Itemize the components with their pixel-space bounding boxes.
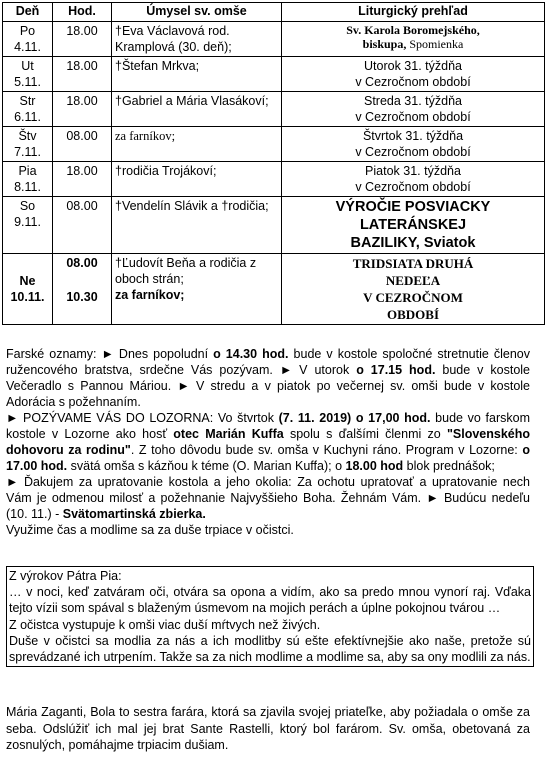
intention-cell: †Vendelín Slávik a †rodičia;	[112, 197, 282, 254]
quote-paragraph: … v noci, keď zatváram oči, otvára sa opona a vidím, ako sa predo mnou vynorí raj. Vďaka tejto vízii som spával s blaženým úsmevom na mojich perách a úplne pokojnou tvárou …	[9, 585, 531, 616]
day-cell: Str 6.11.	[3, 92, 53, 127]
announcement-paragraph: ► Ďakujem za upratovanie kostola a jeho okolia: Za ochotu upratovať a upratovanie nech Vám je odmenou milosť a požehnanie Najvyššieho Boha. Žehnám Vám. ► Budúcu nedeľu (10. 11.) - Svätomartinská zbierka.	[6, 475, 530, 521]
parish-announcements	[6, 346, 530, 538]
day-cell: So 9.11.	[3, 197, 53, 254]
liturgy-cell: Streda 31. týždňa v Cezročnom období	[282, 92, 545, 127]
header-intention: Úmysel sv. omše	[112, 3, 282, 22]
hour-cell: 08.00	[53, 197, 112, 254]
padre-pio-quotes-box	[6, 566, 534, 667]
header-day: Deň	[3, 3, 53, 22]
day-cell: Po 4.11.	[3, 22, 53, 57]
intention-cell: †Eva Václavová rod. Kramplová (30. deň);	[112, 22, 282, 57]
liturgy-cell: VÝROČIE POSVIACKY LATERÁNSKEJ BAZILIKY, Sviatok	[282, 197, 545, 254]
table-row	[3, 162, 545, 197]
liturgy-cell: Piatok 31. týždňa v Cezročnom období	[282, 162, 545, 197]
announcement-paragraph: Využime čas a modlime sa za duše trpiace v očistci.	[6, 523, 294, 537]
liturgy-cell: Utorok 31. týždňa v Cezročnom období	[282, 57, 545, 92]
liturgy-cell: Štvrtok 31. týždňa v Cezročnom období	[282, 127, 545, 162]
intention-cell: za farníkov;	[112, 127, 282, 162]
announcement-paragraph: ► POZÝVAME VÁS DO LOZORNA: Vo štvrtok (7. 11. 2019) o 17,00 hod. bude vo farskom kostole v Lozorne ako hosť otec Marián Kuffa spolu s ďalšími členmi zo "Slovenského dohovoru za rodinu". Z toho dôvodu bude sv. omša v Kuchyni ráno. Program v Lozorne: o 17.00 hod. svätá omša s kázňou k téme (O. Marian Kuffa); o 18.00 hod blok prednášok;	[6, 411, 531, 473]
header-hour: Hod.	[53, 3, 112, 22]
intention-cell: †Štefan Mrkva;	[112, 57, 282, 92]
intention-cell: †Gabriel a Mária Vlasákoví;	[112, 92, 282, 127]
table-row	[3, 254, 545, 325]
hour-cell: 08.00 10.30	[53, 254, 112, 325]
table-header-row	[3, 3, 545, 22]
table-row	[3, 92, 545, 127]
table-row	[3, 197, 545, 254]
quote-paragraph: Z očistca vystupuje k omši viac duší mŕtvych než živých.	[9, 617, 321, 632]
hour-cell: 18.00	[53, 162, 112, 197]
day-cell: Ne 10.11.	[3, 254, 53, 325]
mass-schedule-table	[2, 2, 545, 325]
hour-cell: 18.00	[53, 22, 112, 57]
header-liturgy: Liturgický prehľad	[282, 3, 545, 22]
hour-cell: 08.00	[53, 127, 112, 162]
quote-title: Z výrokov Pátra Pia:	[9, 569, 122, 583]
table-row	[3, 127, 545, 162]
table-row	[3, 57, 545, 92]
announcement-paragraph: Farské oznamy: ► Dnes popoludní o 14.30 hod. bude v kostole spoločné stretnutie členov ružencového bratstva, srdečne Vás pozývam. ► V utorok o 17.15 hod. bude v kostole Večeradlo s Pannou Máriou. ► V stredu a v piatok po večernej sv. omši bude v kostole Adorácia s požehnaním.	[6, 347, 531, 409]
quote-paragraph: Duše v očistci sa modlia za nás a ich modlitby sú ešte efektívnejšie ako naše, pretože sú sprevádzané ich utrpením. Takže sa za nich modlime a modlime sa, aby sa ony modlili za nás.	[9, 633, 531, 665]
intention-cell: †Ľudovít Beňa a rodičia z oboch strán; za farníkov;	[112, 254, 282, 325]
day-cell: Pia 8.11.	[3, 162, 53, 197]
table-row	[3, 22, 545, 57]
intention-cell: †rodičia Trojákoví;	[112, 162, 282, 197]
liturgy-cell: TRIDSIATA DRUHÁ NEDEĽA V CEZROČNOM OBDOBÍ	[282, 254, 545, 325]
day-cell: Ut 5.11.	[3, 57, 53, 92]
story-text: Mária Zaganti, Bola to sestra farára, ktorá sa zjavila svojej priateľke, aby požiadala o omše za seba. Odslúžiť ich mal jej brat Sante Rastelli, ktorý bol farárom. Sv. omša, obetovaná za zosnulých, pomáhajme trpiacim dušiam.	[6, 705, 530, 752]
story-paragraph	[6, 704, 530, 754]
day-cell: Štv 7.11.	[3, 127, 53, 162]
hour-cell: 18.00	[53, 57, 112, 92]
hour-cell: 18.00	[53, 92, 112, 127]
liturgy-cell: Sv. Karola Boromejského, biskupa, Spomienka	[282, 22, 545, 57]
